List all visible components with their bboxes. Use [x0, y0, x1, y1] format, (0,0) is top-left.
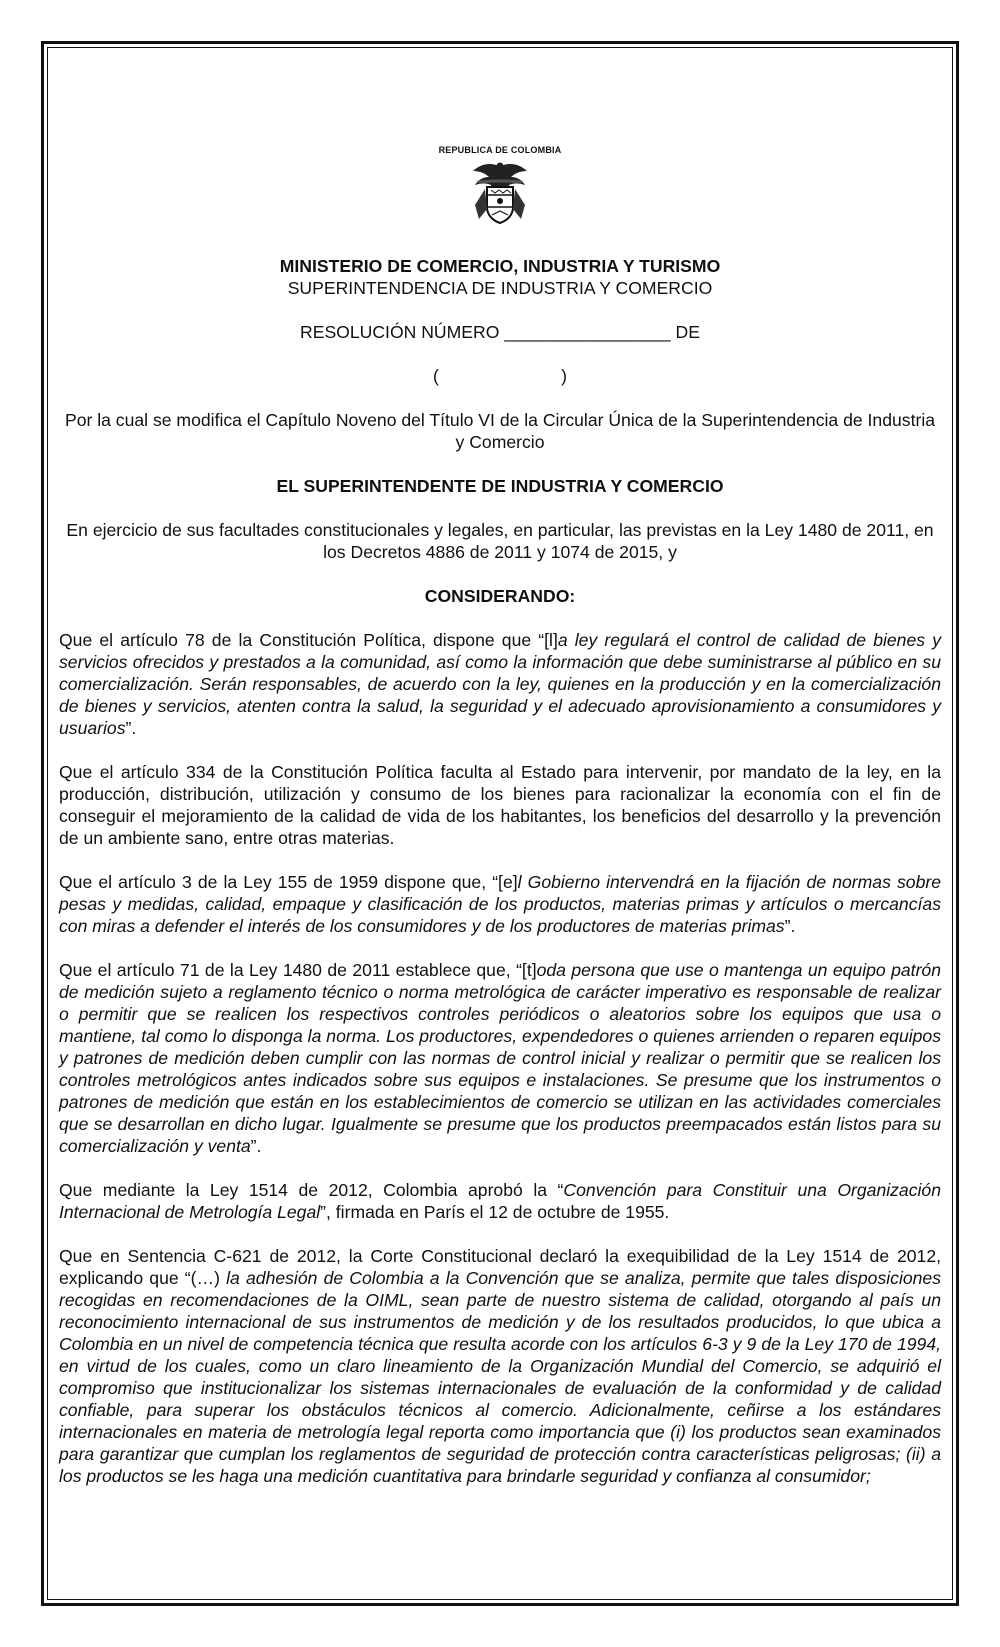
- resolution-number-line: RESOLUCIÓN NÚMERO _________________ DE: [300, 322, 700, 342]
- paragraph-quote: oda persona que use o mantenga un equipo patrón de medición sujeto a reglamento técnico o norma metrológica de carácter imperativo es responsable de realizar o permitir que se realicen los respectivos controles periódicos o aleatorios sobre los equipos que usa o mantiene, tal como lo disponga la norma. Los productores, expendedores o quienes arrienden o reparen equipos y patrones de medición deben cumplir con las normas de control inicial y realizar o permitir que se realicen los controles metrológicos antes indicados sobre sus equipos e instalaciones. Se presume que los instrumentos o patrones de medición que están en los establecimientos de comercio se utilizan en las actividades comerciales que se desarrollan en dicho lugar. Igualmente se presume que los productos preempacados están listos para su comercialización y venta: [59, 960, 941, 1156]
- superintendency-name: SUPERINTENDENCIA DE INDUSTRIA Y COMERCIO: [287, 278, 713, 298]
- resolution-document: [59, 145, 941, 1487]
- ministry-name: MINISTERIO DE COMERCIO, INDUSTRIA Y TURISMO: [279, 256, 721, 276]
- colombia-coat-of-arms-icon: [467, 159, 533, 229]
- paragraph-quote: l Gobierno intervendrá en la fijación de normas sobre pesas y medidas, calidad, empaque y clasificación de los productos, materias primas y artículos o mercancías con miras a defender el interés de los consumidores y de los productores de materias primas: [59, 872, 942, 936]
- paragraph-text-end: ”, firmada en París el 12 de octubre de 1955.: [320, 1202, 670, 1222]
- considering-heading: CONSIDERANDO:: [424, 586, 576, 606]
- paragraph-text: Que mediante la Ley 1514 de 2012, Colombia aprobó la “: [59, 1180, 564, 1200]
- republic-label: REPUBLICA DE COLOMBIA: [438, 145, 562, 155]
- paragraph-text-end: ”.: [784, 916, 796, 936]
- paragraph-text-end: ”.: [250, 1136, 262, 1156]
- document-header: [59, 145, 941, 607]
- paragraph-text: Que el artículo 334 de la Constitución Política faculta al Estado para intervenir, por mandato de la ley, en la producción, distribución, utilización y consumo de los bienes para racionalizar la economía con el fin de conseguir el mejoramiento de la calidad de vida de los habitantes, los beneficios del desarrollo y la prevención de un ambiente sano, entre otras materias.: [59, 762, 941, 848]
- paragraph-text: Que el artículo 78 de la Constitución Política, dispone que “[l]: [59, 630, 558, 650]
- paragraph-text-end: ”.: [125, 718, 137, 738]
- paragraph-text: Que el artículo 71 de la Ley 1480 de 2011 establece que, “[t]: [59, 960, 537, 980]
- considering-paragraph: [59, 1179, 941, 1223]
- paragraph-quote: Convención para Constituir una Organización Internacional de Metrología Legal: [59, 1180, 941, 1222]
- paragraph-text: Que el artículo 3 de la Ley 155 de 1959 dispone que, “[e]: [59, 872, 518, 892]
- legal-powers: En ejercicio de sus facultades constitucionales y legales, en particular, las previstas en la Ley 1480 de 2011, en los Decretos 4886 de 2011 y 1074 de 2015, y: [66, 520, 934, 562]
- issuing-authority: EL SUPERINTENDENTE DE INDUSTRIA Y COMERCIO: [276, 476, 724, 496]
- paragraph-quote: la adhesión de Colombia a la Convención que se analiza, permite que tales disposiciones recogidas en recomendaciones de la OIML, sean parte de nuestro sistema de calidad, otorgando al país un reconocimiento internacional de sus instrumentos de medición y de los resultados producidos, lo que ubica a Colombia en un nivel de competencia técnica que resulta acorde con los artículos 6-3 y 9 de la Ley 170 de 1994, en virtud de los cuales, como un claro lineamiento de la Organización Mundial del Comercio, se adquirió el compromiso que institucionalizar los sistemas internacionales de evaluación de la conformidad y de calidad confiable, para superar los obstáculos técnicos al comercio. Adicionalmente, ceñirse a los estándares internacionales en materia de metrología legal reporta como importancia que (i) los productos sean examinados para garantizar que cumplan los reglamentos de seguridad de protección contra características peligrosas; (ii) a los productos se les haga una medición cuantitativa para brindarle seguridad y confianza al consumidor;: [59, 1268, 942, 1486]
- considering-paragraph: [59, 959, 941, 1157]
- considering-paragraph: [59, 761, 941, 849]
- resolution-subject: Por la cual se modifica el Capítulo Noveno del Título VI de la Circular Única de la Superintendencia de Industria y Comercio: [64, 410, 936, 452]
- paragraph-text: Que en Sentencia C-621 de 2012, la Corte Constitucional declaró la exequibilidad de la Ley 1514 de 2012, explicando que “(…): [59, 1246, 941, 1288]
- considering-paragraph: [59, 629, 941, 739]
- resolution-date-placeholder: ( ): [433, 366, 567, 386]
- paragraph-quote: a ley regulará el control de calidad de bienes y servicios ofrecidos y prestados a la comunidad, así como la información que debe suministrarse al público en su comercialización. Serán responsables, de acuerdo con la ley, quienes en la producción y en la comercialización de bienes y servicios, atenten contra la salud, la seguridad y el adecuado aprovisionamiento a consumidores y usuarios: [59, 630, 941, 738]
- considering-paragraph: [59, 1245, 941, 1487]
- considering-paragraph: [59, 871, 941, 937]
